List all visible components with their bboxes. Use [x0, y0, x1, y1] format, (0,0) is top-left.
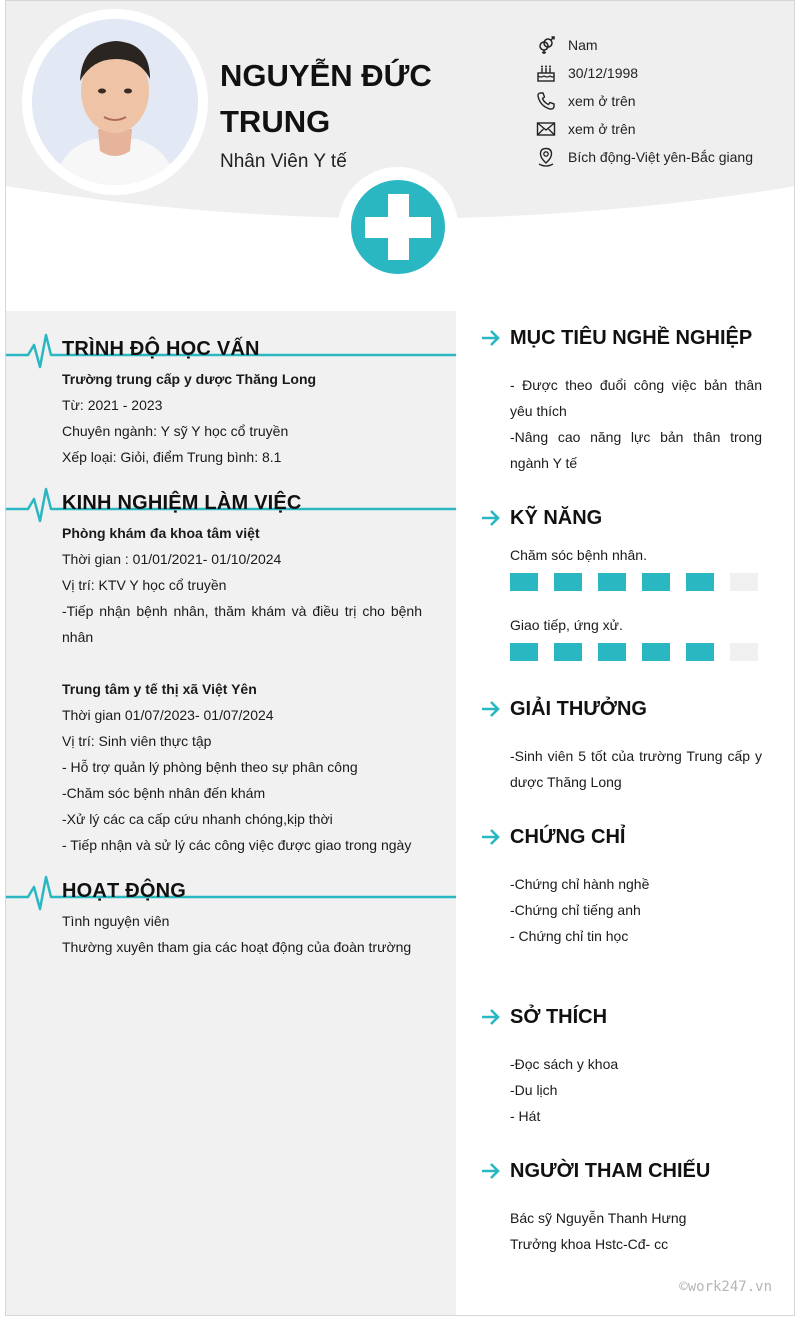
hobbies-heading: SỞ THÍCH	[510, 1005, 608, 1028]
job-duty: -Xử lý các ca cấp cứu nhanh chóng,kịp thời	[62, 811, 333, 827]
education-period: Từ: 2021 - 2023	[62, 397, 163, 413]
reference-item: Bác sỹ Nguyễn Thanh Hưng	[510, 1210, 687, 1226]
job-period: Thời gian : 01/01/2021- 01/10/2024	[62, 551, 282, 567]
skill-segment-filled	[686, 573, 714, 591]
skill-level-bar	[510, 643, 774, 663]
arrow-right-icon	[480, 508, 502, 528]
skill-segment-empty	[730, 573, 758, 591]
skill-label: Chăm sóc bệnh nhân.	[510, 547, 647, 563]
job-duty: -Chăm sóc bệnh nhân đến khám	[62, 785, 266, 801]
gender-text: Nam	[568, 37, 598, 53]
job-period: Thời gian 01/07/2023- 01/07/2024	[62, 707, 274, 723]
skill-segment-filled	[642, 573, 670, 591]
phone-text: xem ở trên	[568, 93, 636, 109]
awards-heading: GIẢI THƯỞNG	[510, 697, 647, 720]
email-text: xem ở trên	[568, 121, 636, 137]
hobby-item: - Hát	[510, 1108, 541, 1124]
skill-segment-filled	[642, 643, 670, 661]
objective-heading: MỤC TIÊU NGHỀ NGHIỆP	[510, 326, 753, 349]
hobby-item: -Du lịch	[510, 1082, 558, 1098]
objective-content	[510, 372, 762, 476]
certificates-content	[510, 871, 762, 949]
education-content	[62, 366, 422, 470]
contact-phone	[536, 87, 791, 115]
experience-job-2	[62, 676, 422, 858]
skills-heading: KỸ NĂNG	[510, 506, 603, 529]
watermark: ©work247.vn	[679, 1279, 772, 1295]
job-title: Nhân Viên Y tế	[220, 151, 347, 172]
award-item: -Sinh viên 5 tốt của trường Trung cấp y dược Thăng Long	[510, 748, 762, 790]
skills-header	[480, 503, 602, 533]
arrow-right-icon	[480, 1007, 502, 1027]
activity-item: Thường xuyên tham gia các hoạt động của đoàn trường	[62, 939, 412, 955]
contact-gender	[536, 31, 791, 59]
candidate-name: NGUYỄN ĐỨC TRUNG	[220, 58, 432, 139]
location-pin-icon	[536, 146, 562, 168]
school-name: Trường trung cấp y dược Thăng Long	[62, 371, 317, 387]
hobbies-content	[510, 1051, 762, 1129]
gender-icon	[536, 34, 562, 56]
awards-header	[480, 694, 647, 724]
birthday-cake-icon	[536, 62, 562, 84]
birthday-text: 30/12/1998	[568, 65, 639, 81]
skill-segment-filled	[554, 573, 582, 591]
education-grade: Xếp loại: Giỏi, điểm Trung bình: 8.1	[62, 449, 282, 465]
skill-segment-filled	[510, 643, 538, 661]
address-text: Bích động-Việt yên-Bắc giang	[568, 149, 753, 165]
contact-address	[536, 143, 791, 171]
awards-content	[510, 743, 762, 795]
reference-item: Trưởng khoa Hstc-Cđ- cc	[510, 1236, 669, 1252]
medical-cross-icon	[351, 180, 445, 274]
experience-heading: KINH NGHIỆM LÀM VIỆC	[62, 492, 302, 514]
objective-item: - Được theo đuổi công việc bản thân yêu thích	[510, 377, 762, 419]
contact-email	[536, 115, 791, 143]
objective-header	[480, 323, 752, 353]
job-duty: - Tiếp nhận và sử lý các công việc được giao trong ngày	[62, 837, 412, 853]
skill-level-bar	[510, 573, 774, 593]
certificates-header	[480, 822, 625, 852]
company-name: Phòng khám đa khoa tâm việt	[62, 525, 260, 541]
certificate-item: -Chứng chỉ tiếng anh	[510, 902, 641, 918]
job-duty: -Tiếp nhận bệnh nhân, thăm khám và điều trị cho bệnh nhân	[62, 603, 422, 645]
certificate-item: - Chứng chỉ tin học	[510, 928, 629, 944]
phone-icon	[536, 90, 562, 112]
contact-birthday	[536, 59, 791, 87]
experience-job-1	[62, 520, 422, 650]
certificate-item: -Chứng chỉ hành nghề	[510, 876, 650, 892]
email-icon	[536, 118, 562, 140]
arrow-right-icon	[480, 328, 502, 348]
references-header	[480, 1156, 710, 1186]
skill-label: Giao tiếp, ứng xử.	[510, 617, 623, 633]
skill-segment-filled	[686, 643, 714, 661]
skill-segment-filled	[510, 573, 538, 591]
arrow-right-icon	[480, 699, 502, 719]
job-position: Vị trí: KTV Y học cổ truyền	[62, 577, 227, 593]
activities-heading: HOẠT ĐỘNG	[62, 880, 187, 902]
avatar	[32, 19, 198, 185]
activities-content	[62, 908, 422, 960]
resume-page	[5, 0, 795, 1316]
activity-item: Tình nguyện viên	[62, 913, 170, 929]
skill-segment-empty	[730, 643, 758, 661]
arrow-right-icon	[480, 827, 502, 847]
skill-segment-filled	[554, 643, 582, 661]
job-duty: - Hỗ trợ quản lý phòng bệnh theo sự phân công	[62, 759, 358, 775]
hobbies-header	[480, 1002, 607, 1032]
objective-item: -Nâng cao năng lực bản thân trong ngành Y tế	[510, 429, 762, 471]
certificates-heading: CHỨNG CHỈ	[510, 825, 626, 848]
job-position: Vị trí: Sinh viên thực tập	[62, 733, 212, 749]
contact-info	[536, 31, 791, 171]
arrow-right-icon	[480, 1161, 502, 1181]
education-major: Chuyên ngành: Y sỹ Y học cổ truyền	[62, 423, 289, 439]
references-heading: NGƯỜI THAM CHIẾU	[510, 1159, 711, 1182]
company-name: Trung tâm y tế thị xã Việt Yên	[62, 681, 257, 697]
skill-segment-filled	[598, 643, 626, 661]
skill-segment-filled	[598, 573, 626, 591]
references-content	[510, 1205, 762, 1257]
left-column	[6, 311, 456, 1316]
education-heading: TRÌNH ĐỘ HỌC VẤN	[62, 338, 260, 360]
hobby-item: -Đọc sách y khoa	[510, 1056, 619, 1072]
